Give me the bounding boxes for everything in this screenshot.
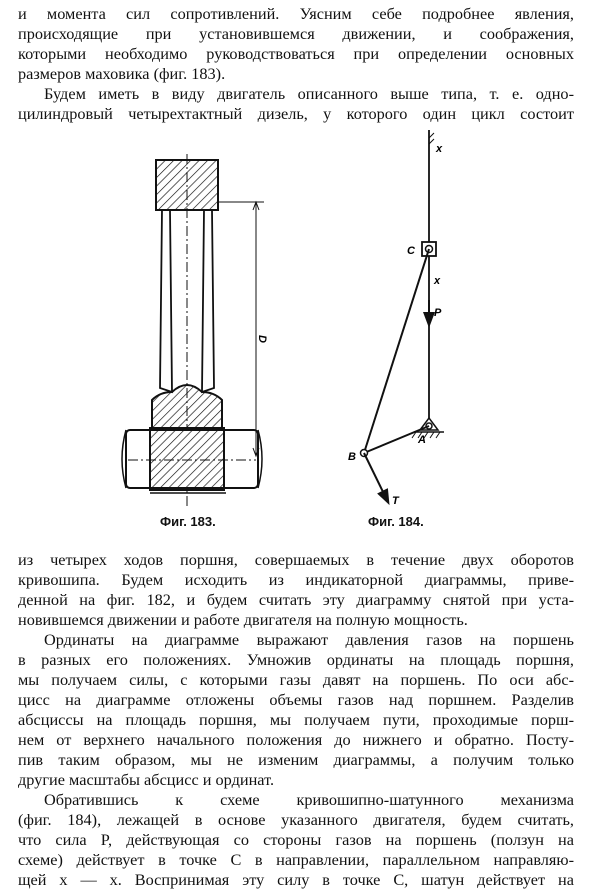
text-line: щей x — x. Воспринимая эту силу в точке C, шатун действует на [18,870,574,889]
dimension-label-d: D [256,335,268,343]
label-p: P [434,307,442,319]
text-line: Обратившись к схеме кривошипно-шатунного механизма [44,790,574,809]
text-line: и момента сил сопротивлений. Уясним себе подробнее явления, [18,4,574,23]
label-x-top: x [436,143,443,155]
text-line: из четырех ходов поршня, совершаемых в течение двух оборотов [18,550,574,569]
label-a: A [418,434,426,446]
text-line: мы получаем силы, с которыми газы давят на поршень. По оси абс- [18,670,574,689]
crank-scheme [348,130,444,507]
flywheel-arm-left [160,210,172,392]
text-line: Будем иметь в виду двигатель описанного выше типа, т. е. одно- [44,84,574,103]
figures-svg [0,130,590,540]
text-line: кривошипа. Будем исходить из индикаторной диаграммы, приве- [18,570,574,589]
label-t: T [392,495,399,507]
connecting-rod [364,249,429,453]
text-line: размеров маховика (фиг. 183). [18,64,226,83]
text-line: которыми необходимо руководствоваться при определении основных [18,44,574,63]
force-t-arrow [364,453,386,498]
flywheel-hub [152,385,222,430]
flywheel-arm-right [202,210,214,392]
label-c: C [407,245,415,257]
text-line: цисс на диаграмме отложены объемы газов над поршнем. Разделив [18,690,574,709]
flywheel-drawing [122,154,268,508]
text-line: новившемся движении и работе двигателя на полную мощность. [18,610,468,629]
hub-on-shaft [150,428,224,490]
text-line: происходящие при установившемся движении, и соображения, [18,24,574,43]
label-b: B [348,451,356,463]
text-line: нем от верхнего начального положения до нижнего и обратно. Посту- [18,730,574,749]
text-line: абсциссы на площадь поршня, мы получаем пути, проходимые порш- [18,710,574,729]
caption-fig-184: Фиг. 184. [368,514,424,529]
text-line: что сила P, действующая со стороны газов на поршень (ползун на [18,830,574,849]
text-line: в разных его положениях. Умножив ординаты на площадь поршня, [18,650,574,669]
figures-area [0,130,590,540]
bottom-text-block [18,550,574,890]
top-text-block [18,4,574,124]
text-line: Ординаты на диаграмме выражают давления газов на поршень [44,630,574,649]
text-line: другие масштабы абсцисс и ординат. [18,770,275,789]
text-line: цилиндровый четырехтактный дизель, у которого один цикл состоит [18,104,574,123]
text-line: (фиг. 184), лежащей в основе указанного двигателя, будем считать, [18,810,574,829]
text-line: пив таким образом, мы не изменим диаграммы, а получим только [18,750,574,769]
text-line: денной на фиг. 182, и будем считать эту диаграмму снятой при уста- [18,590,574,609]
text-line: схеме) действует в точке C в направлении, параллельном направляю- [18,850,574,869]
caption-fig-183: Фиг. 183. [160,514,216,529]
label-x-mid: x [434,275,441,287]
